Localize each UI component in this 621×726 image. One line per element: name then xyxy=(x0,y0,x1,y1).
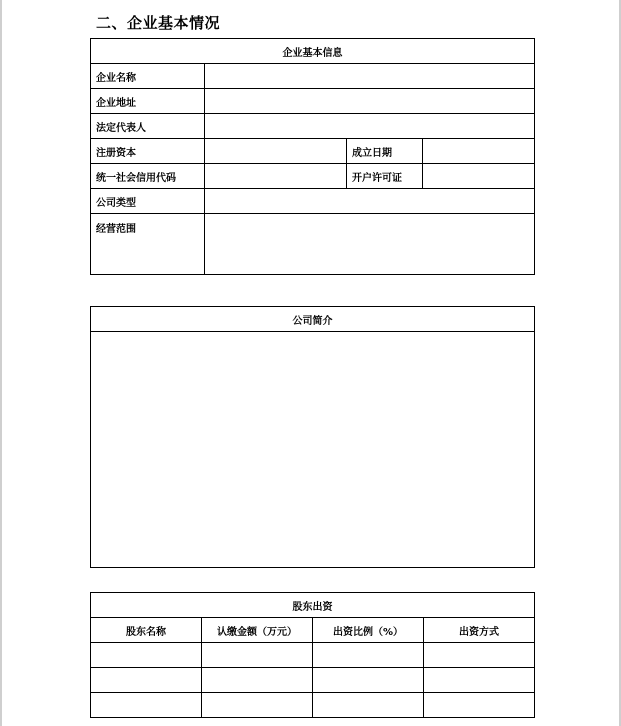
table-cell[interactable] xyxy=(91,668,202,693)
table-cell[interactable] xyxy=(91,643,202,668)
account-permit-label: 开户许可证 xyxy=(347,164,423,189)
table-cell[interactable] xyxy=(424,643,535,668)
table-cell[interactable] xyxy=(313,693,424,718)
company-address-label: 企业地址 xyxy=(91,89,205,114)
column-header-shareholder-name: 股东名称 xyxy=(91,618,202,643)
table-row xyxy=(91,668,535,693)
table-cell[interactable] xyxy=(202,693,313,718)
profile-content-field[interactable] xyxy=(91,332,535,568)
legal-representative-label: 法定代表人 xyxy=(91,114,205,139)
column-header-subscribed-amount: 认缴金额（万元） xyxy=(202,618,313,643)
account-permit-field[interactable] xyxy=(423,164,535,189)
profile-table xyxy=(90,306,535,568)
shareholders-title: 股东出资 xyxy=(91,593,535,618)
legal-representative-field[interactable] xyxy=(205,114,535,139)
company-type-field[interactable] xyxy=(205,189,535,214)
company-name-field[interactable] xyxy=(205,64,535,89)
establishment-date-field[interactable] xyxy=(423,139,535,164)
column-header-contribution-ratio: 出资比例（%） xyxy=(313,618,424,643)
table-row xyxy=(91,643,535,668)
table-cell[interactable] xyxy=(91,693,202,718)
company-address-field[interactable] xyxy=(205,89,535,114)
establishment-date-label: 成立日期 xyxy=(347,139,423,164)
business-scope-label: 经营范围 xyxy=(91,214,205,275)
section-heading: 二、企业基本情况 xyxy=(96,14,221,32)
table-cell[interactable] xyxy=(202,643,313,668)
company-type-label: 公司类型 xyxy=(91,189,205,214)
table-cell[interactable] xyxy=(424,693,535,718)
basic-info-table xyxy=(90,38,535,275)
table-cell[interactable] xyxy=(313,643,424,668)
profile-title: 公司简介 xyxy=(91,307,535,332)
page-edge-left xyxy=(0,0,2,726)
registered-capital-field[interactable] xyxy=(205,139,347,164)
credit-code-label: 统一社会信用代码 xyxy=(91,164,205,189)
company-name-label: 企业名称 xyxy=(91,64,205,89)
basic-info-title: 企业基本信息 xyxy=(91,39,535,64)
credit-code-field[interactable] xyxy=(205,164,347,189)
shareholders-table xyxy=(90,592,535,718)
registered-capital-label: 注册资本 xyxy=(91,139,205,164)
table-cell[interactable] xyxy=(202,668,313,693)
table-row xyxy=(91,693,535,718)
column-header-contribution-method: 出资方式 xyxy=(424,618,535,643)
table-cell[interactable] xyxy=(313,668,424,693)
table-cell[interactable] xyxy=(424,668,535,693)
business-scope-field[interactable] xyxy=(205,214,535,275)
